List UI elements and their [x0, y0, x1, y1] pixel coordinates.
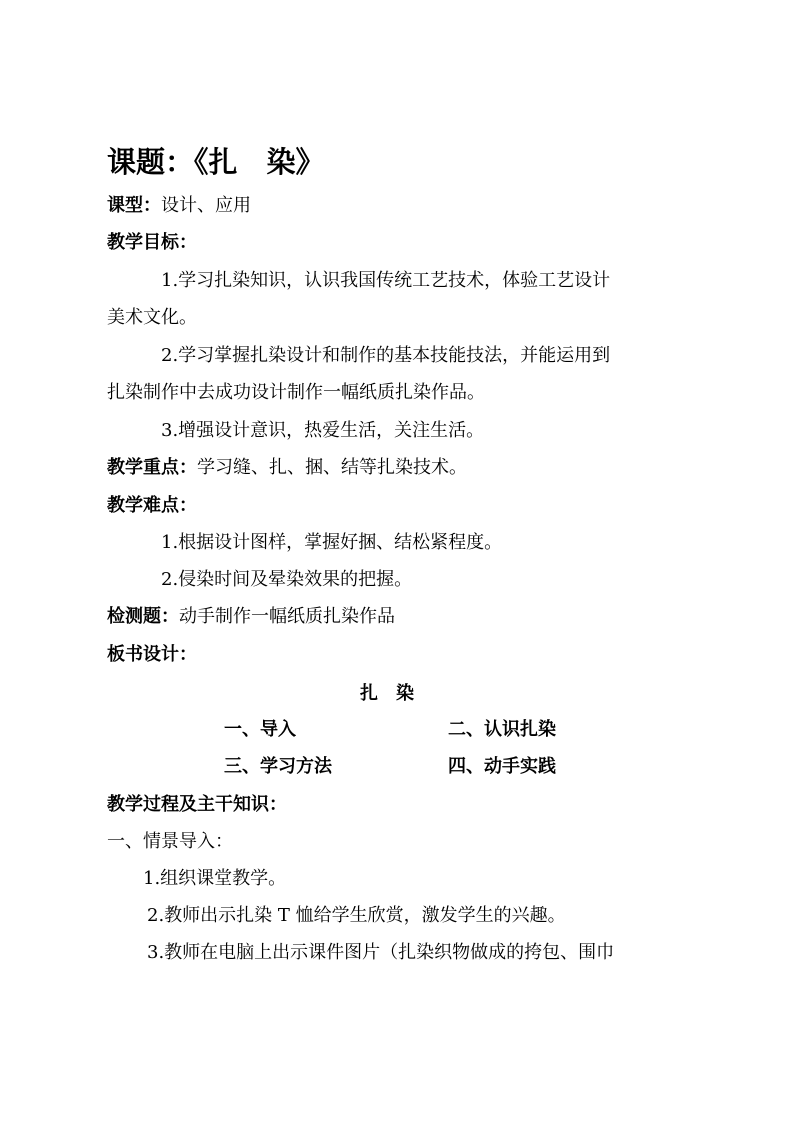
key-points-value: 学习缝、扎、捆、结等扎染技术。: [197, 457, 467, 478]
board-heading: 板书设计：: [107, 644, 197, 665]
board-item-3: 三、学习方法: [224, 756, 332, 777]
key-points: [107, 457, 467, 479]
difficulty-2: 2.侵染时间及晕染效果的把握。: [161, 569, 413, 590]
key-points-label: 教学重点：: [107, 457, 197, 478]
difficulty-1: 1.根据设计图样，掌握好捆、结松紧程度。: [161, 532, 503, 553]
objective-1-line-2: 美术文化。: [107, 307, 197, 328]
lesson-type: [107, 195, 251, 217]
board-item-2: 二、认识扎染: [448, 719, 556, 740]
process-heading: 教学过程及主干知识：: [107, 794, 287, 815]
lesson-type-label: 课型：: [107, 195, 161, 216]
difficulties-heading: 教学难点：: [107, 495, 197, 516]
objective-3: 3.增强设计意识，热爱生活，关注生活。: [161, 420, 485, 441]
assessment-label: 检测题：: [107, 606, 179, 627]
process-section-1: 一、情景导入：: [107, 831, 233, 852]
assessment: [107, 606, 395, 628]
objective-1-line-1: 1.学习扎染知识，认识我国传统工艺技术，体验工艺设计: [161, 270, 611, 291]
lesson-type-value: 设计、应用: [161, 195, 251, 216]
board-item-1: 一、导入: [224, 719, 296, 740]
process-step-2: 2.教师出示扎染 T 恤给学生欣赏，激发学生的兴趣。: [147, 905, 566, 926]
objective-2-line-2: 扎染制作中去成功设计制作一幅纸质扎染作品。: [107, 382, 485, 403]
board-title: 扎 染: [360, 683, 414, 704]
process-step-3: 3.教师在电脑上出示课件图片（扎染织物做成的挎包、围巾: [147, 942, 615, 963]
board-item-4: 四、动手实践: [448, 756, 556, 777]
lesson-title: [107, 145, 325, 179]
objective-2-line-1: 2.学习掌握扎染设计和制作的基本技能技法，并能运用到: [161, 345, 611, 366]
title-value: 《扎 染》: [194, 145, 325, 179]
title-label: 课题：: [107, 145, 195, 179]
objectives-heading: 教学目标：: [107, 232, 197, 253]
process-step-1: 1.组织课堂教学。: [143, 868, 287, 889]
assessment-value: 动手制作一幅纸质扎染作品: [179, 606, 395, 627]
